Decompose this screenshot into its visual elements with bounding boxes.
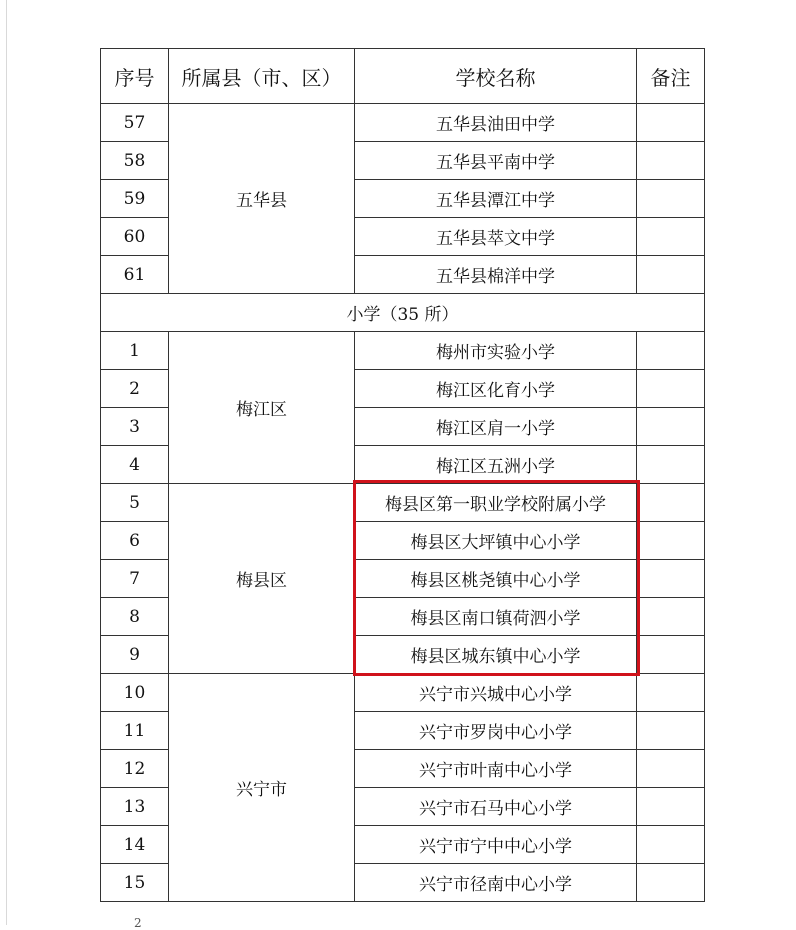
- note-cell: [637, 674, 705, 712]
- note-cell: [637, 750, 705, 788]
- section-header-row: [101, 294, 705, 332]
- school-name: 梅江区肩一小学: [355, 408, 637, 446]
- county-cell: 梅江区: [169, 332, 355, 484]
- highlight-box: [353, 480, 640, 676]
- school-list-table: [100, 48, 705, 902]
- school-name: 梅县区桃尧镇中心小学: [355, 560, 637, 598]
- school-name: 兴宁市罗岗中心小学: [355, 712, 637, 750]
- county-cell: 兴宁市: [169, 674, 355, 902]
- school-name: 五华县平南中学: [355, 142, 637, 180]
- note-cell: [637, 484, 705, 522]
- table-row: [101, 332, 705, 370]
- row-no: 59: [101, 180, 169, 218]
- school-name: 五华县棉洋中学: [355, 256, 637, 294]
- row-no: 5: [101, 484, 169, 522]
- school-name: 兴宁市石马中心小学: [355, 788, 637, 826]
- row-no: 3: [101, 408, 169, 446]
- note-cell: [637, 104, 705, 142]
- note-cell: [637, 598, 705, 636]
- school-name: 梅县区大坪镇中心小学: [355, 522, 637, 560]
- row-no: 8: [101, 598, 169, 636]
- header-no: 序号: [101, 49, 169, 104]
- row-no: 10: [101, 674, 169, 712]
- row-no: 15: [101, 864, 169, 902]
- school-name: 梅县区城东镇中心小学: [355, 636, 637, 674]
- school-name: 五华县潭江中学: [355, 180, 637, 218]
- county-cell: 五华县: [169, 104, 355, 294]
- note-cell: [637, 712, 705, 750]
- school-name: 梅县区第一职业学校附属小学: [355, 484, 637, 522]
- note-cell: [637, 788, 705, 826]
- school-name: 梅江区五洲小学: [355, 446, 637, 484]
- header-school: 学校名称: [355, 49, 637, 104]
- note-cell: [637, 180, 705, 218]
- school-name: 梅县区南口镇荷泗小学: [355, 598, 637, 636]
- row-no: 61: [101, 256, 169, 294]
- row-no: 9: [101, 636, 169, 674]
- note-cell: [637, 636, 705, 674]
- row-no: 4: [101, 446, 169, 484]
- table-row: [101, 104, 705, 142]
- school-name: 梅江区化育小学: [355, 370, 637, 408]
- school-name: 五华县油田中学: [355, 104, 637, 142]
- row-no: 1: [101, 332, 169, 370]
- footer-mark: 2: [134, 916, 142, 930]
- note-cell: [637, 446, 705, 484]
- table-header-row: [101, 49, 705, 104]
- header-county: 所属县（市、区）: [169, 49, 355, 104]
- school-name: 兴宁市叶南中心小学: [355, 750, 637, 788]
- note-cell: [637, 142, 705, 180]
- school-name: 兴宁市宁中中心小学: [355, 826, 637, 864]
- section-title-primary: 小学（35 所）: [101, 294, 705, 332]
- note-cell: [637, 864, 705, 902]
- school-name: 梅州市实验小学: [355, 332, 637, 370]
- note-cell: [637, 332, 705, 370]
- note-cell: [637, 560, 705, 598]
- note-cell: [637, 256, 705, 294]
- note-cell: [637, 522, 705, 560]
- county-cell: 梅县区: [169, 484, 355, 674]
- row-no: 2: [101, 370, 169, 408]
- header-note: 备注: [637, 49, 705, 104]
- row-no: 14: [101, 826, 169, 864]
- note-cell: [637, 826, 705, 864]
- note-cell: [637, 218, 705, 256]
- row-no: 12: [101, 750, 169, 788]
- school-name: 兴宁市径南中心小学: [355, 864, 637, 902]
- row-no: 57: [101, 104, 169, 142]
- row-no: 6: [101, 522, 169, 560]
- row-no: 58: [101, 142, 169, 180]
- row-no: 11: [101, 712, 169, 750]
- row-no: 60: [101, 218, 169, 256]
- table-row: [101, 674, 705, 712]
- row-no: 7: [101, 560, 169, 598]
- school-name: 五华县萃文中学: [355, 218, 637, 256]
- row-no: 13: [101, 788, 169, 826]
- note-cell: [637, 370, 705, 408]
- page-edge-line: [6, 0, 7, 925]
- note-cell: [637, 408, 705, 446]
- school-name: 兴宁市兴城中心小学: [355, 674, 637, 712]
